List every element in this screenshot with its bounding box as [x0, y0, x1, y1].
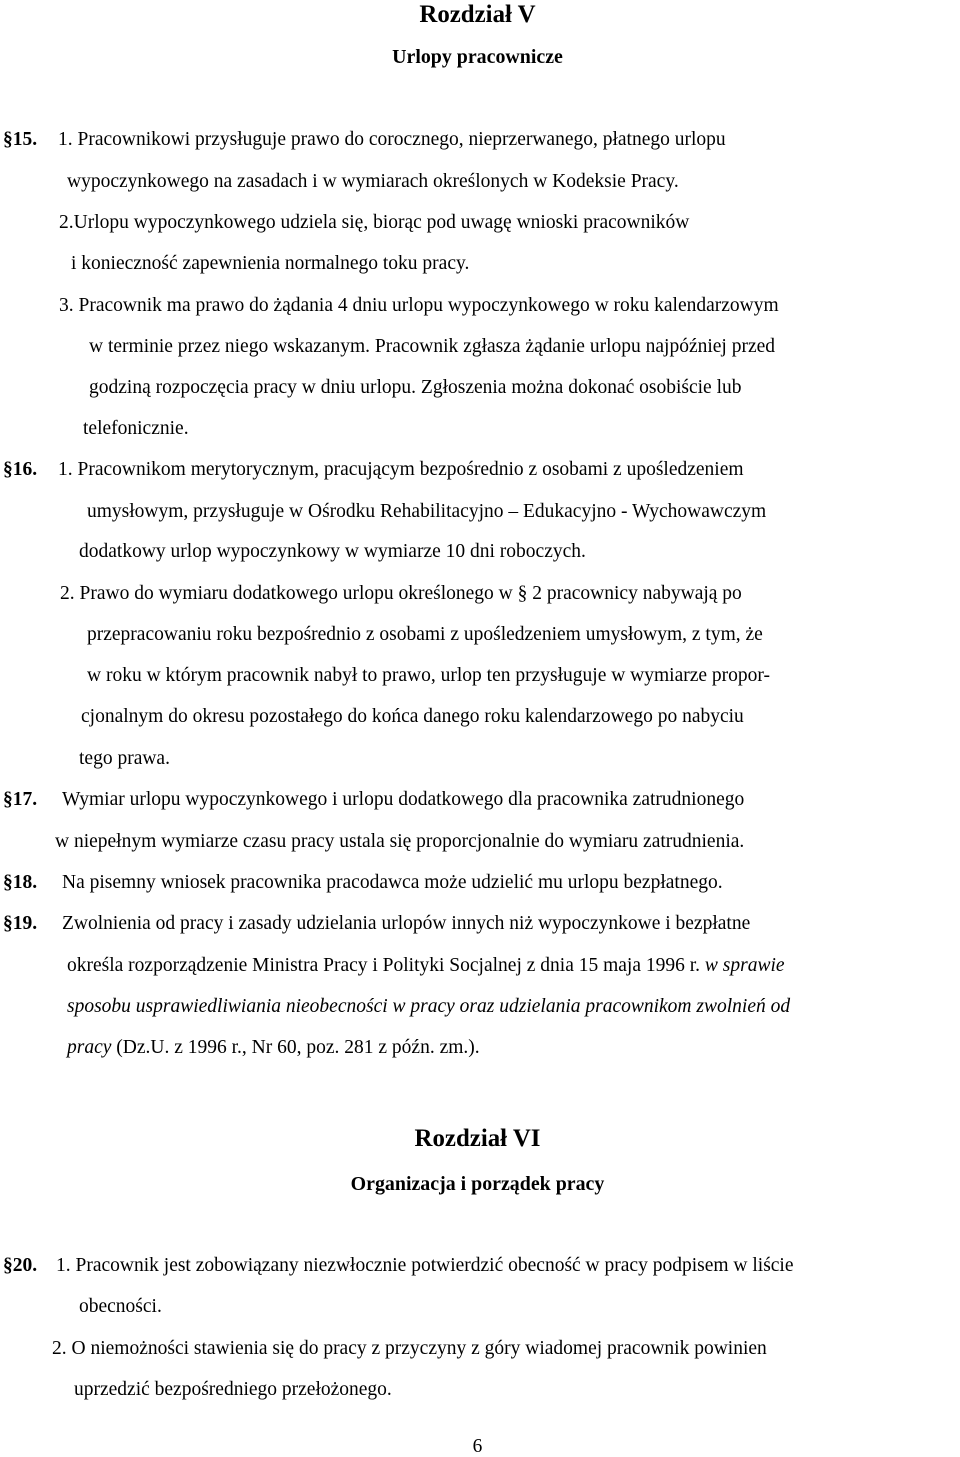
- chapter-title: Rozdział VI: [414, 1125, 541, 1152]
- paragraph-line: w roku w którym pracownik nabył to prawo, urlop ten przysługuje w wymiarze propor-: [87, 665, 771, 686]
- paragraph-line: cjonalnym do okresu pozostałego do końca danego roku kalendarzowego po nabyciu: [81, 706, 744, 727]
- section-number: §20.: [3, 1255, 38, 1276]
- paragraph-line: sposobu usprawiedliwiania nieobecności w pracy oraz udzielania pracownikom zwolnień od: [67, 996, 791, 1017]
- paragraph-line: telefonicznie.: [83, 418, 189, 439]
- section-number: §19.: [3, 913, 38, 934]
- paragraph-text: określa rozporządzenie Ministra Pracy i Polityki Socjalnej z dnia 15 maja 1996 r.: [67, 955, 701, 976]
- paragraph-line: i konieczność zapewnienia normalnego toku pracy.: [71, 253, 470, 274]
- paragraph-line: Wymiar urlopu wypoczynkowego i urlopu dodatkowego dla pracownika zatrudnionego: [62, 789, 745, 810]
- paragraph-line: 3. Pracownik ma prawo do żądania 4 dniu urlopu wypoczynkowego w roku kalendarzowym: [59, 295, 779, 316]
- paragraph-line: wypoczynkowego na zasadach i w wymiarach określonych w Kodeksie Pracy.: [67, 171, 679, 192]
- paragraph-italic-text: pracy: [67, 1037, 112, 1058]
- paragraph-line: przepracowaniu roku bezpośrednio z osobami z upośledzeniem umysłowym, z tym, że: [87, 624, 763, 645]
- section-number: §15.: [3, 129, 38, 150]
- paragraph-line: 2. Prawo do wymiaru dodatkowego urlopu określonego w § 2 pracownicy nabywają po: [60, 583, 742, 604]
- chapter-subtitle: Organizacja i porządek pracy: [350, 1173, 605, 1195]
- page-number: 6: [472, 1436, 483, 1457]
- paragraph-line: obecności.: [79, 1296, 162, 1317]
- paragraph-line: 1. Pracownikowi przysługuje prawo do corocznego, nieprzerwanego, płatnego urlopu: [58, 129, 726, 150]
- paragraph-line: w terminie przez niego wskazanym. Pracownik zgłasza żądanie urlopu najpóźniej przed: [89, 336, 776, 357]
- paragraph-line: dodatkowy urlop wypoczynkowy w wymiarze 10 dni roboczych.: [79, 541, 586, 562]
- paragraph-line: uprzedzić bezpośredniego przełożonego.: [74, 1379, 392, 1400]
- paragraph-line: godziną rozpoczęcia pracy w dniu urlopu. Zgłoszenia można dokonać osobiście lub: [89, 377, 742, 398]
- paragraph-text: (Dz.U. z 1996 r., Nr 60, poz. 281 z późn. zm.).: [116, 1037, 480, 1058]
- paragraph-line: w niepełnym wymiarze czasu pracy ustala się proporcjonalnie do wymiaru zatrudnienia.: [55, 831, 745, 852]
- paragraph-line: tego prawa.: [79, 748, 170, 769]
- paragraph-line: Zwolnienia od pracy i zasady udzielania urlopów innych niż wypoczynkowe i bezpłatne: [62, 913, 751, 934]
- paragraph-line: 1. Pracownikom merytorycznym, pracującym bezpośrednio z osobami z upośledzeniem: [58, 459, 744, 480]
- paragraph-italic-text: w sprawie: [704, 955, 785, 976]
- chapter-subtitle: Urlopy pracownicze: [392, 46, 563, 68]
- chapter-title: Rozdział V: [419, 1, 536, 28]
- paragraph-line: 1. Pracownik jest zobowiązany niezwłocznie potwierdzić obecność w pracy podpisem w liście: [56, 1255, 794, 1276]
- section-number: §16.: [3, 459, 38, 480]
- paragraph-line: [67, 956, 785, 976]
- paragraph-line: [67, 1038, 480, 1058]
- paragraph-line: 2. O niemożności stawienia się do pracy z przyczyny z góry wiadomej pracownik powinien: [52, 1338, 767, 1359]
- section-number: §17.: [3, 789, 38, 810]
- paragraph-line: 2.Urlopu wypoczynkowego udziela się, biorąc pod uwagę wnioski pracowników: [59, 212, 690, 233]
- section-number: §18.: [3, 872, 38, 893]
- paragraph-line: umysłowym, przysługuje w Ośrodku Rehabilitacyjno – Edukacyjno - Wychowawczym: [87, 501, 767, 522]
- paragraph-line: Na pisemny wniosek pracownika pracodawca może udzielić mu urlopu bezpłatnego.: [62, 872, 723, 893]
